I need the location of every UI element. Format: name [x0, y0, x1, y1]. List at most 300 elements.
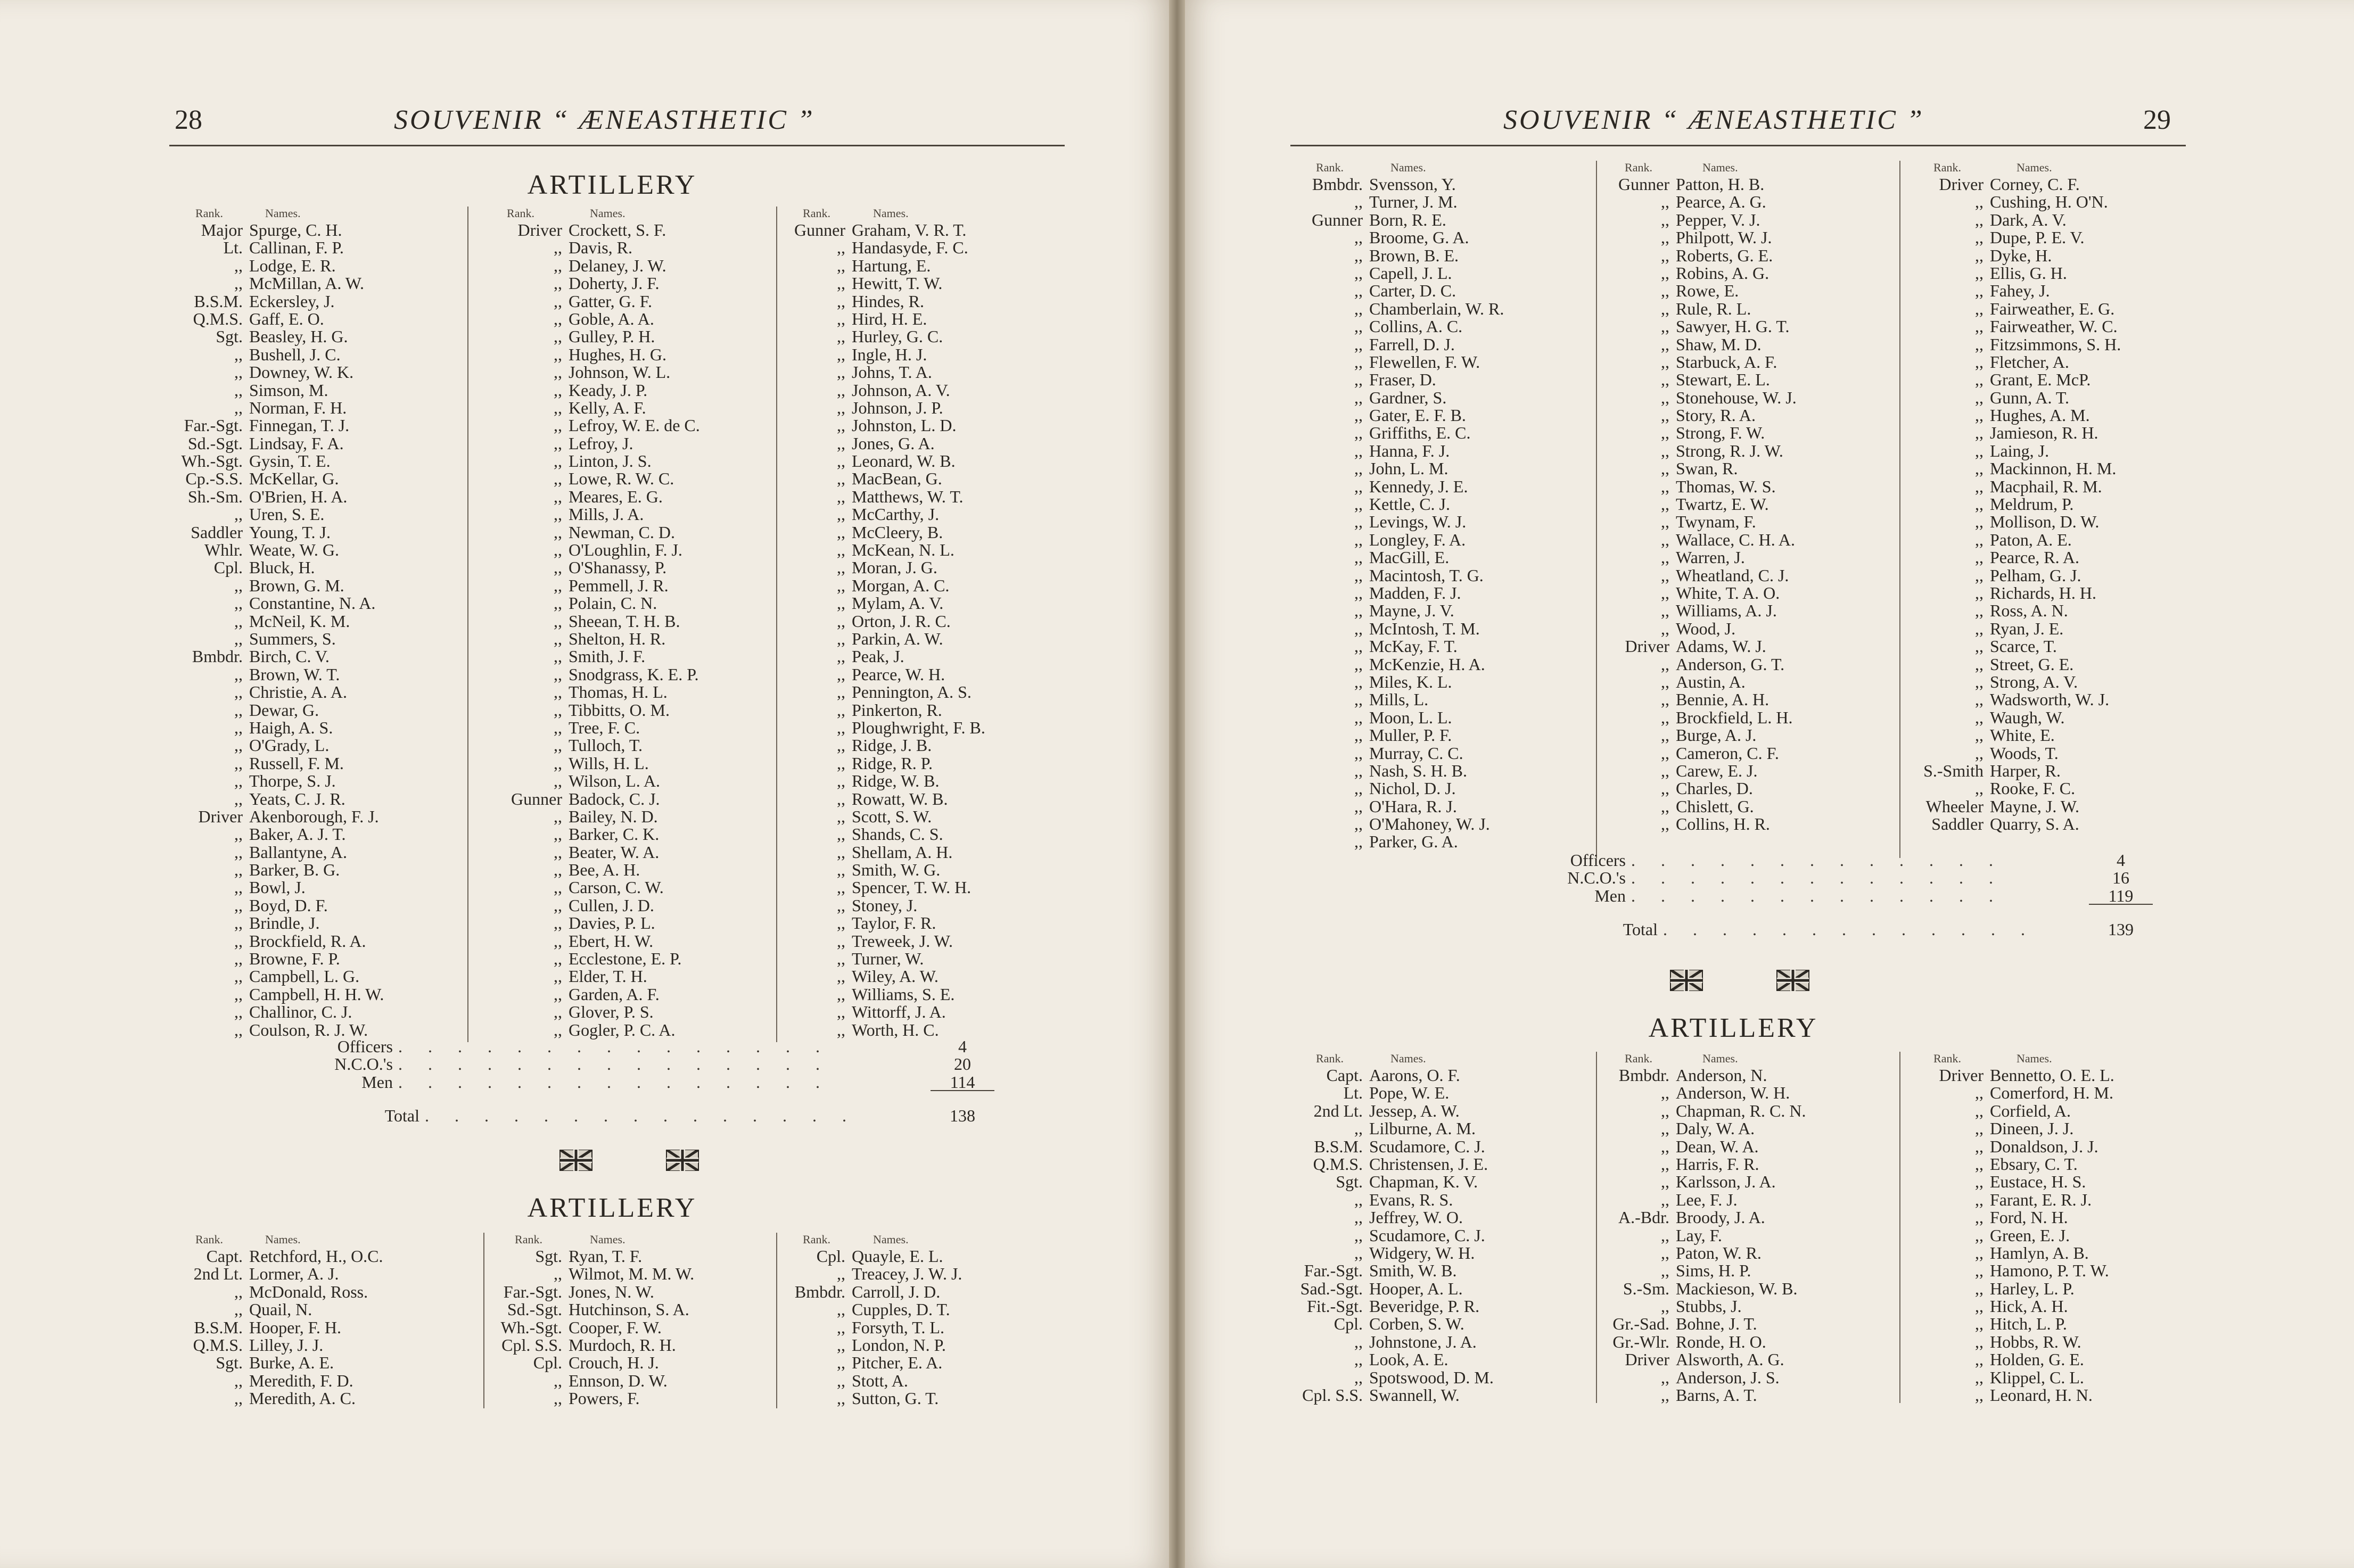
rank-cell: ,,: [234, 717, 243, 737]
roster-row: [1905, 1244, 2114, 1262]
roster-row: [781, 470, 985, 488]
name-cell: Burge, A. J.: [1676, 725, 1757, 745]
name-cell: Eustace, H. S.: [1990, 1172, 2086, 1192]
rank-cell: Major: [201, 220, 243, 240]
rank-cell: S.-Sm.: [1623, 1278, 1669, 1298]
column-header: [1905, 1052, 2114, 1067]
union-jack-flag-icon: [1669, 970, 1703, 991]
roster-column: [1290, 161, 1504, 851]
name-cell: Goble, A. A.: [569, 309, 654, 328]
roster-row: [781, 1003, 985, 1021]
roster-row: [1905, 1315, 2114, 1333]
rank-cell: ,,: [554, 984, 562, 1004]
rank-cell: ,,: [1975, 583, 1983, 603]
rank-cell: ,,: [554, 469, 562, 489]
roster-row: [1601, 1102, 1806, 1120]
rank-cell: ,,: [837, 717, 845, 737]
rank-cell: ,,: [554, 327, 562, 346]
name-cell: Rule, R. L.: [1676, 299, 1751, 318]
rank-cell: ,,: [234, 860, 243, 880]
names-header: Names.: [265, 207, 301, 220]
roster-row: [1601, 691, 1797, 708]
rank-cell: ,,: [1661, 1136, 1669, 1156]
roster-row: [781, 364, 985, 381]
name-cell: Ross, A. N.: [1990, 601, 2068, 621]
name-cell: Browne, F. P.: [249, 949, 340, 969]
ncos-label: N.C.O.'s: [334, 1054, 393, 1074]
rank-cell: 2nd Lt.: [193, 1264, 243, 1284]
rank-cell: Cpl. S.S.: [1302, 1385, 1363, 1405]
totals-block: [169, 1038, 994, 1125]
roster-row: [1290, 549, 1504, 566]
name-cell: Polain, C. N.: [569, 593, 657, 613]
rank-cell: ,,: [234, 1371, 243, 1390]
name-cell: Wallace, C. H. A.: [1676, 530, 1796, 549]
page-number: 29: [2143, 105, 2171, 135]
rank-cell: ,,: [1975, 476, 1983, 496]
rank-cell: Sad.-Sgt.: [1300, 1278, 1363, 1298]
name-cell: Fairweather, E. G.: [1990, 299, 2115, 318]
name-cell: Lilley, J. J.: [249, 1335, 324, 1355]
name-cell: Corfield, A.: [1990, 1101, 2071, 1120]
rank-cell: ,,: [1661, 1172, 1669, 1192]
rank-cell: ,,: [837, 327, 845, 346]
roster-row: [781, 293, 985, 310]
roster-row: [489, 1390, 694, 1407]
name-cell: Bowl, J.: [249, 878, 306, 897]
rank-cell: ,,: [554, 486, 562, 506]
rank-cell: ,,: [554, 540, 562, 560]
rank-cell: ,,: [837, 611, 845, 631]
roster-row: [1905, 1369, 2114, 1387]
roster-row: [781, 914, 985, 932]
name-cell: O'Grady, L.: [249, 736, 330, 755]
rank-cell: ,,: [234, 682, 243, 702]
name-cell: Ballantyne, A.: [249, 842, 347, 862]
rank-cell: ,,: [1354, 1332, 1363, 1351]
column-header: [1601, 161, 1797, 176]
roster-row: [1601, 371, 1797, 389]
name-cell: Cameron, C. F.: [1676, 743, 1779, 763]
rank-cell: ,,: [1975, 512, 1983, 532]
roster-row: [169, 577, 384, 595]
column-header: [489, 1233, 694, 1248]
name-cell: Doherty, J. F.: [569, 274, 660, 293]
roster-row: [781, 524, 985, 541]
roster-row: [169, 1003, 384, 1021]
rank-cell: ,,: [1354, 1243, 1363, 1262]
rank-header: Rank.: [515, 1233, 542, 1246]
rank-cell: ,,: [1661, 245, 1669, 265]
rank-cell: ,,: [1975, 1190, 1983, 1209]
rank-cell: ,,: [234, 611, 243, 631]
roster-row: [1290, 638, 1504, 655]
roster-row: [169, 648, 384, 665]
names-header: Names.: [2016, 1052, 2052, 1065]
name-cell: Green, E. J.: [1990, 1225, 2070, 1245]
rank-cell: ,,: [1975, 530, 1983, 549]
rank-cell: Far.-Sgt.: [1304, 1261, 1363, 1281]
roster-row: [781, 346, 985, 364]
roster-row: [169, 861, 384, 879]
name-cell: Hick, A. H.: [1990, 1297, 2068, 1316]
rank-cell: ,,: [234, 629, 243, 648]
roster-row: [781, 1390, 962, 1407]
roster-row: [1601, 762, 1797, 780]
roster-row: [169, 1319, 383, 1336]
roster-row: [169, 221, 384, 239]
name-cell: Hartung, E.: [852, 255, 931, 275]
rank-header: Rank.: [1316, 1052, 1344, 1065]
rank-cell: ,,: [1661, 601, 1669, 621]
rank-cell: ,,: [1354, 1225, 1363, 1245]
column-header: [473, 207, 700, 221]
name-cell: Christie, A. A.: [249, 682, 348, 702]
section-heading: ARTILLERY: [1648, 1013, 1818, 1043]
name-cell: McKenzie, H. A.: [1369, 654, 1485, 674]
rank-cell: ,,: [837, 291, 845, 311]
name-cell: McKay, F. T.: [1369, 637, 1458, 656]
rank-cell: ,,: [1975, 1278, 1983, 1298]
rank-cell: Driver: [1939, 175, 1983, 194]
roster-row: [1601, 1244, 1806, 1262]
roster-row: [781, 221, 985, 239]
name-cell: Harris, F. R.: [1676, 1154, 1759, 1174]
roster-row: [1290, 727, 1504, 744]
roster-row: [1290, 691, 1504, 708]
roster-row: [1601, 1156, 1806, 1173]
roster-row: [1601, 815, 1797, 833]
name-cell: Cooper, F. W.: [569, 1317, 662, 1337]
name-cell: McIntosh, T. M.: [1369, 618, 1480, 638]
name-cell: Elder, T. H.: [569, 967, 647, 986]
name-cell: O'Shanassy, P.: [569, 558, 667, 577]
roster-row: [1290, 1298, 1494, 1315]
roster-row: [781, 1265, 962, 1283]
roster-row: [1290, 229, 1504, 246]
roster-row: [1905, 798, 2121, 815]
name-cell: Stewart, E. L.: [1676, 370, 1770, 390]
roster-row: [169, 790, 384, 808]
name-cell: Williams, A. J.: [1676, 601, 1777, 621]
roster-row: [1601, 1387, 1806, 1404]
name-cell: Macphail, R. M.: [1990, 476, 2102, 496]
roster-row: [781, 1283, 962, 1301]
rank-cell: ,,: [1354, 370, 1363, 390]
ncos-count: 16: [2112, 868, 2129, 888]
rank-cell: ,,: [554, 931, 562, 951]
roster-row: [1905, 673, 2121, 691]
rank-cell: ,,: [1354, 832, 1363, 852]
roster-row: [169, 932, 384, 950]
rank-cell: ,,: [554, 274, 562, 293]
left-page: [0, 0, 1169, 1568]
name-cell: Ford, N. H.: [1990, 1208, 2068, 1227]
rank-cell: ,,: [1975, 370, 1983, 390]
rank-cell: Sd.-Sgt.: [187, 433, 243, 453]
name-cell: London, N. P.: [852, 1335, 946, 1355]
rank-cell: ,,: [1354, 1367, 1363, 1387]
roster-row: [1290, 371, 1504, 389]
rank-cell: ,,: [1975, 317, 1983, 336]
name-cell: Coulson, R. J. W.: [249, 1020, 368, 1039]
rank-cell: ,,: [1661, 299, 1669, 318]
name-cell: Meldrum, P.: [1990, 494, 2074, 514]
rank-cell: ,,: [554, 398, 562, 417]
name-cell: Paton, A. E.: [1990, 530, 2072, 549]
rank-cell: ,,: [1661, 779, 1669, 798]
roster-row: [169, 737, 384, 754]
roster-row: [1601, 798, 1797, 815]
roster-row: [1290, 1138, 1494, 1156]
name-cell: Rowatt, W. B.: [852, 789, 948, 808]
rank-cell: ,,: [837, 984, 845, 1004]
name-cell: Anderson, W. H.: [1676, 1083, 1790, 1103]
names-header: Names.: [1702, 161, 1738, 174]
roster-row: [473, 470, 700, 488]
roster-row: [1290, 1209, 1494, 1226]
name-cell: Moon, L. L.: [1369, 707, 1452, 727]
name-cell: Anderson, G. T.: [1676, 654, 1785, 674]
roster-row: [1601, 336, 1797, 353]
rank-cell: ,,: [1661, 1225, 1669, 1245]
name-cell: Wittorff, J. A.: [852, 1002, 946, 1022]
rank-cell: ,,: [837, 433, 845, 453]
roster-row: [473, 239, 700, 257]
officers-label: Officers: [337, 1037, 393, 1056]
name-cell: Linton, J. S.: [569, 451, 652, 471]
column-divider: [467, 207, 468, 1042]
rank-cell: Bmbdr.: [1312, 175, 1363, 194]
name-cell: Quarry, S. A.: [1990, 814, 2079, 834]
roster-row: [169, 310, 384, 328]
roster-row: [1290, 1067, 1494, 1084]
rank-cell: ,,: [1354, 228, 1363, 247]
rank-cell: ,,: [1661, 459, 1669, 478]
roster-row: [781, 595, 985, 612]
rank-cell: ,,: [1661, 263, 1669, 283]
roster-row: [781, 879, 985, 896]
rank-cell: Cpl.: [1334, 1314, 1363, 1334]
roster-row: [1601, 282, 1797, 300]
rank-cell: ,,: [554, 717, 562, 737]
roster-row: [489, 1265, 694, 1283]
name-cell: Brockfield, L. H.: [1676, 707, 1793, 727]
rank-cell: ,,: [234, 949, 243, 969]
rank-cell: ,,: [837, 842, 845, 862]
name-cell: Chapman, K. V.: [1369, 1172, 1478, 1192]
roster-row: [781, 328, 985, 345]
roster-row: [1290, 478, 1504, 496]
roster-row: [1905, 176, 2121, 193]
rank-cell: ,,: [1661, 548, 1669, 567]
rank-cell: S.-Smith: [1923, 761, 1983, 780]
rank-cell: Far.-Sgt.: [503, 1282, 562, 1301]
name-cell: Tree, F. C.: [569, 717, 640, 737]
rank-cell: ,,: [1975, 281, 1983, 301]
name-cell: Bennie, A. H.: [1676, 690, 1769, 709]
roster-row: [489, 1301, 694, 1318]
roster-row: [781, 1354, 962, 1372]
roster-row: [169, 702, 384, 719]
rank-cell: ,,: [1975, 1208, 1983, 1227]
rank-cell: ,,: [1975, 743, 1983, 763]
rank-cell: ,,: [1975, 192, 1983, 212]
roster-row: [169, 1354, 383, 1372]
name-cell: Cupples, D. T.: [852, 1300, 950, 1319]
roster-row: [781, 755, 985, 772]
running-title: SOUVENIR “ ÆNEASTHETIC ”: [1503, 105, 1924, 135]
roster-row: [1905, 727, 2121, 744]
name-cell: Woods, T.: [1990, 743, 2059, 763]
roster-row: [473, 364, 700, 381]
roster-row: [1601, 229, 1797, 246]
rank-cell: ,,: [1661, 814, 1669, 834]
column-header: [169, 207, 384, 221]
rank-cell: ,,: [837, 913, 845, 933]
rank-cell: Sgt.: [216, 327, 243, 346]
name-cell: Dean, W. A.: [1676, 1136, 1759, 1156]
roster-row: [1601, 531, 1797, 549]
rank-cell: ,,: [1661, 690, 1669, 709]
roster-row: [1905, 549, 2121, 566]
name-cell: Hooper, F. H.: [249, 1317, 342, 1337]
name-cell: Graham, V. R. T.: [852, 220, 967, 240]
roster-row: [473, 1003, 700, 1021]
roster-row: [1905, 407, 2121, 424]
rank-cell: ,,: [1354, 423, 1363, 443]
name-cell: Campbell, H. H. W.: [249, 984, 384, 1004]
rank-cell: ,,: [1975, 459, 1983, 478]
name-cell: Spotswood, D. M.: [1369, 1367, 1494, 1387]
roster-row: [1601, 318, 1797, 335]
leader-dots: . . . . . . . . . . . . . . .: [398, 1073, 830, 1092]
roster-row: [1905, 389, 2121, 407]
roster-row: [1601, 460, 1797, 477]
roster-row: [1290, 1244, 1494, 1262]
name-cell: Snodgrass, K. E. P.: [569, 664, 699, 684]
roster-row: [169, 524, 384, 541]
name-cell: Crouch, H. J.: [569, 1353, 659, 1373]
roster-row: [489, 1283, 694, 1301]
rank-cell: ,,: [1661, 210, 1669, 229]
roster-row: [1290, 389, 1504, 407]
roster-row: [1905, 1262, 2114, 1280]
name-cell: Williams, S. E.: [852, 984, 955, 1004]
name-cell: Lee, F. J.: [1676, 1190, 1738, 1209]
roster-row: [1290, 442, 1504, 460]
name-cell: Ingle, H. J.: [852, 344, 927, 364]
name-cell: Brindle, J.: [249, 913, 320, 933]
roster-row: [781, 666, 985, 683]
roster-row: [1290, 247, 1504, 265]
name-cell: Hamono, P. T. W.: [1990, 1261, 2109, 1281]
roster-row: [1905, 460, 2121, 477]
roster-row: [1290, 318, 1504, 335]
name-cell: Scudamore, C. J.: [1369, 1225, 1485, 1245]
rank-cell: ,,: [234, 575, 243, 595]
roster-row: [781, 1248, 962, 1265]
rank-cell: ,,: [1661, 1297, 1669, 1316]
rank-cell: Sgt.: [1336, 1172, 1363, 1192]
rank-cell: Q.M.S.: [193, 309, 243, 328]
name-cell: Lodge, E. R.: [249, 255, 336, 275]
roster-row: [781, 417, 985, 434]
name-cell: Parkin, A. W.: [852, 629, 943, 648]
rank-cell: ,,: [234, 1300, 243, 1319]
roster-row: [169, 1021, 384, 1039]
roster-row: [1290, 1369, 1494, 1387]
rank-cell: ,,: [234, 878, 243, 897]
names-header: Names.: [873, 207, 909, 220]
men-count: 119: [2089, 887, 2153, 905]
roster-row: [1905, 1067, 2114, 1084]
rank-cell: Driver: [517, 220, 562, 240]
roster-row: [1601, 496, 1797, 513]
rank-cell: ,,: [837, 1002, 845, 1022]
name-cell: Pennington, A. S.: [852, 682, 972, 702]
roster-row: [781, 1336, 962, 1354]
name-cell: Comerford, H. M.: [1990, 1083, 2113, 1103]
name-cell: Murdoch, R. H.: [569, 1335, 676, 1355]
names-header: Names.: [1390, 161, 1426, 174]
roster-row: [781, 932, 985, 950]
rank-cell: Q.M.S.: [1313, 1154, 1363, 1174]
name-cell: Levings, W. J.: [1369, 512, 1467, 532]
rank-cell: ,,: [1354, 406, 1363, 425]
rank-cell: Driver: [1625, 1350, 1669, 1369]
roster-row: [1290, 300, 1504, 318]
roster-row: [1905, 282, 2121, 300]
roster-row: [1905, 1173, 2114, 1191]
rank-cell: ,,: [837, 505, 845, 524]
name-cell: Bailey, N. D.: [569, 806, 658, 826]
rank-cell: ,,: [1661, 387, 1669, 407]
roster-row: [1905, 424, 2121, 442]
name-cell: Nichol, D. J.: [1369, 779, 1456, 798]
rank-cell: ,,: [1354, 654, 1363, 674]
leader-dots: . . . . . . . . . . . . .: [1631, 887, 2004, 905]
rank-cell: Gunner: [1618, 175, 1669, 194]
rank-cell: Capt.: [1326, 1066, 1363, 1085]
roster-row: [781, 435, 985, 452]
roster-row: [1905, 1191, 2114, 1209]
rank-cell: ,,: [1354, 530, 1363, 549]
rank-cell: Q.M.S.: [193, 1335, 243, 1355]
roster-row: [169, 452, 384, 470]
roster-row: [1905, 1351, 2114, 1368]
name-cell: Harley, L. P.: [1990, 1278, 2075, 1298]
roster-row: [1601, 1067, 1806, 1084]
name-cell: Smith, W. B.: [1369, 1261, 1457, 1281]
name-cell: Cushing, H. O'N.: [1990, 192, 2108, 212]
roster-row: [1601, 211, 1797, 229]
rank-cell: Cp.-S.S.: [185, 469, 243, 489]
rank-cell: ,,: [837, 647, 845, 666]
name-cell: Barns, A. T.: [1676, 1385, 1757, 1405]
roster-row: [781, 648, 985, 665]
name-cell: Hurley, G. C.: [852, 327, 943, 346]
roster-row: [473, 435, 700, 452]
name-cell: Anderson, J. S.: [1676, 1367, 1780, 1387]
roster-row: [169, 293, 384, 310]
roster-row: [1290, 1156, 1494, 1173]
rank-cell: ,,: [554, 806, 562, 826]
roster-row: [1290, 407, 1504, 424]
leader-dots: . . . . . . . . . . . . .: [1631, 852, 2004, 870]
rank-cell: ,,: [1661, 1190, 1669, 1209]
roster-row: [1905, 211, 2121, 229]
